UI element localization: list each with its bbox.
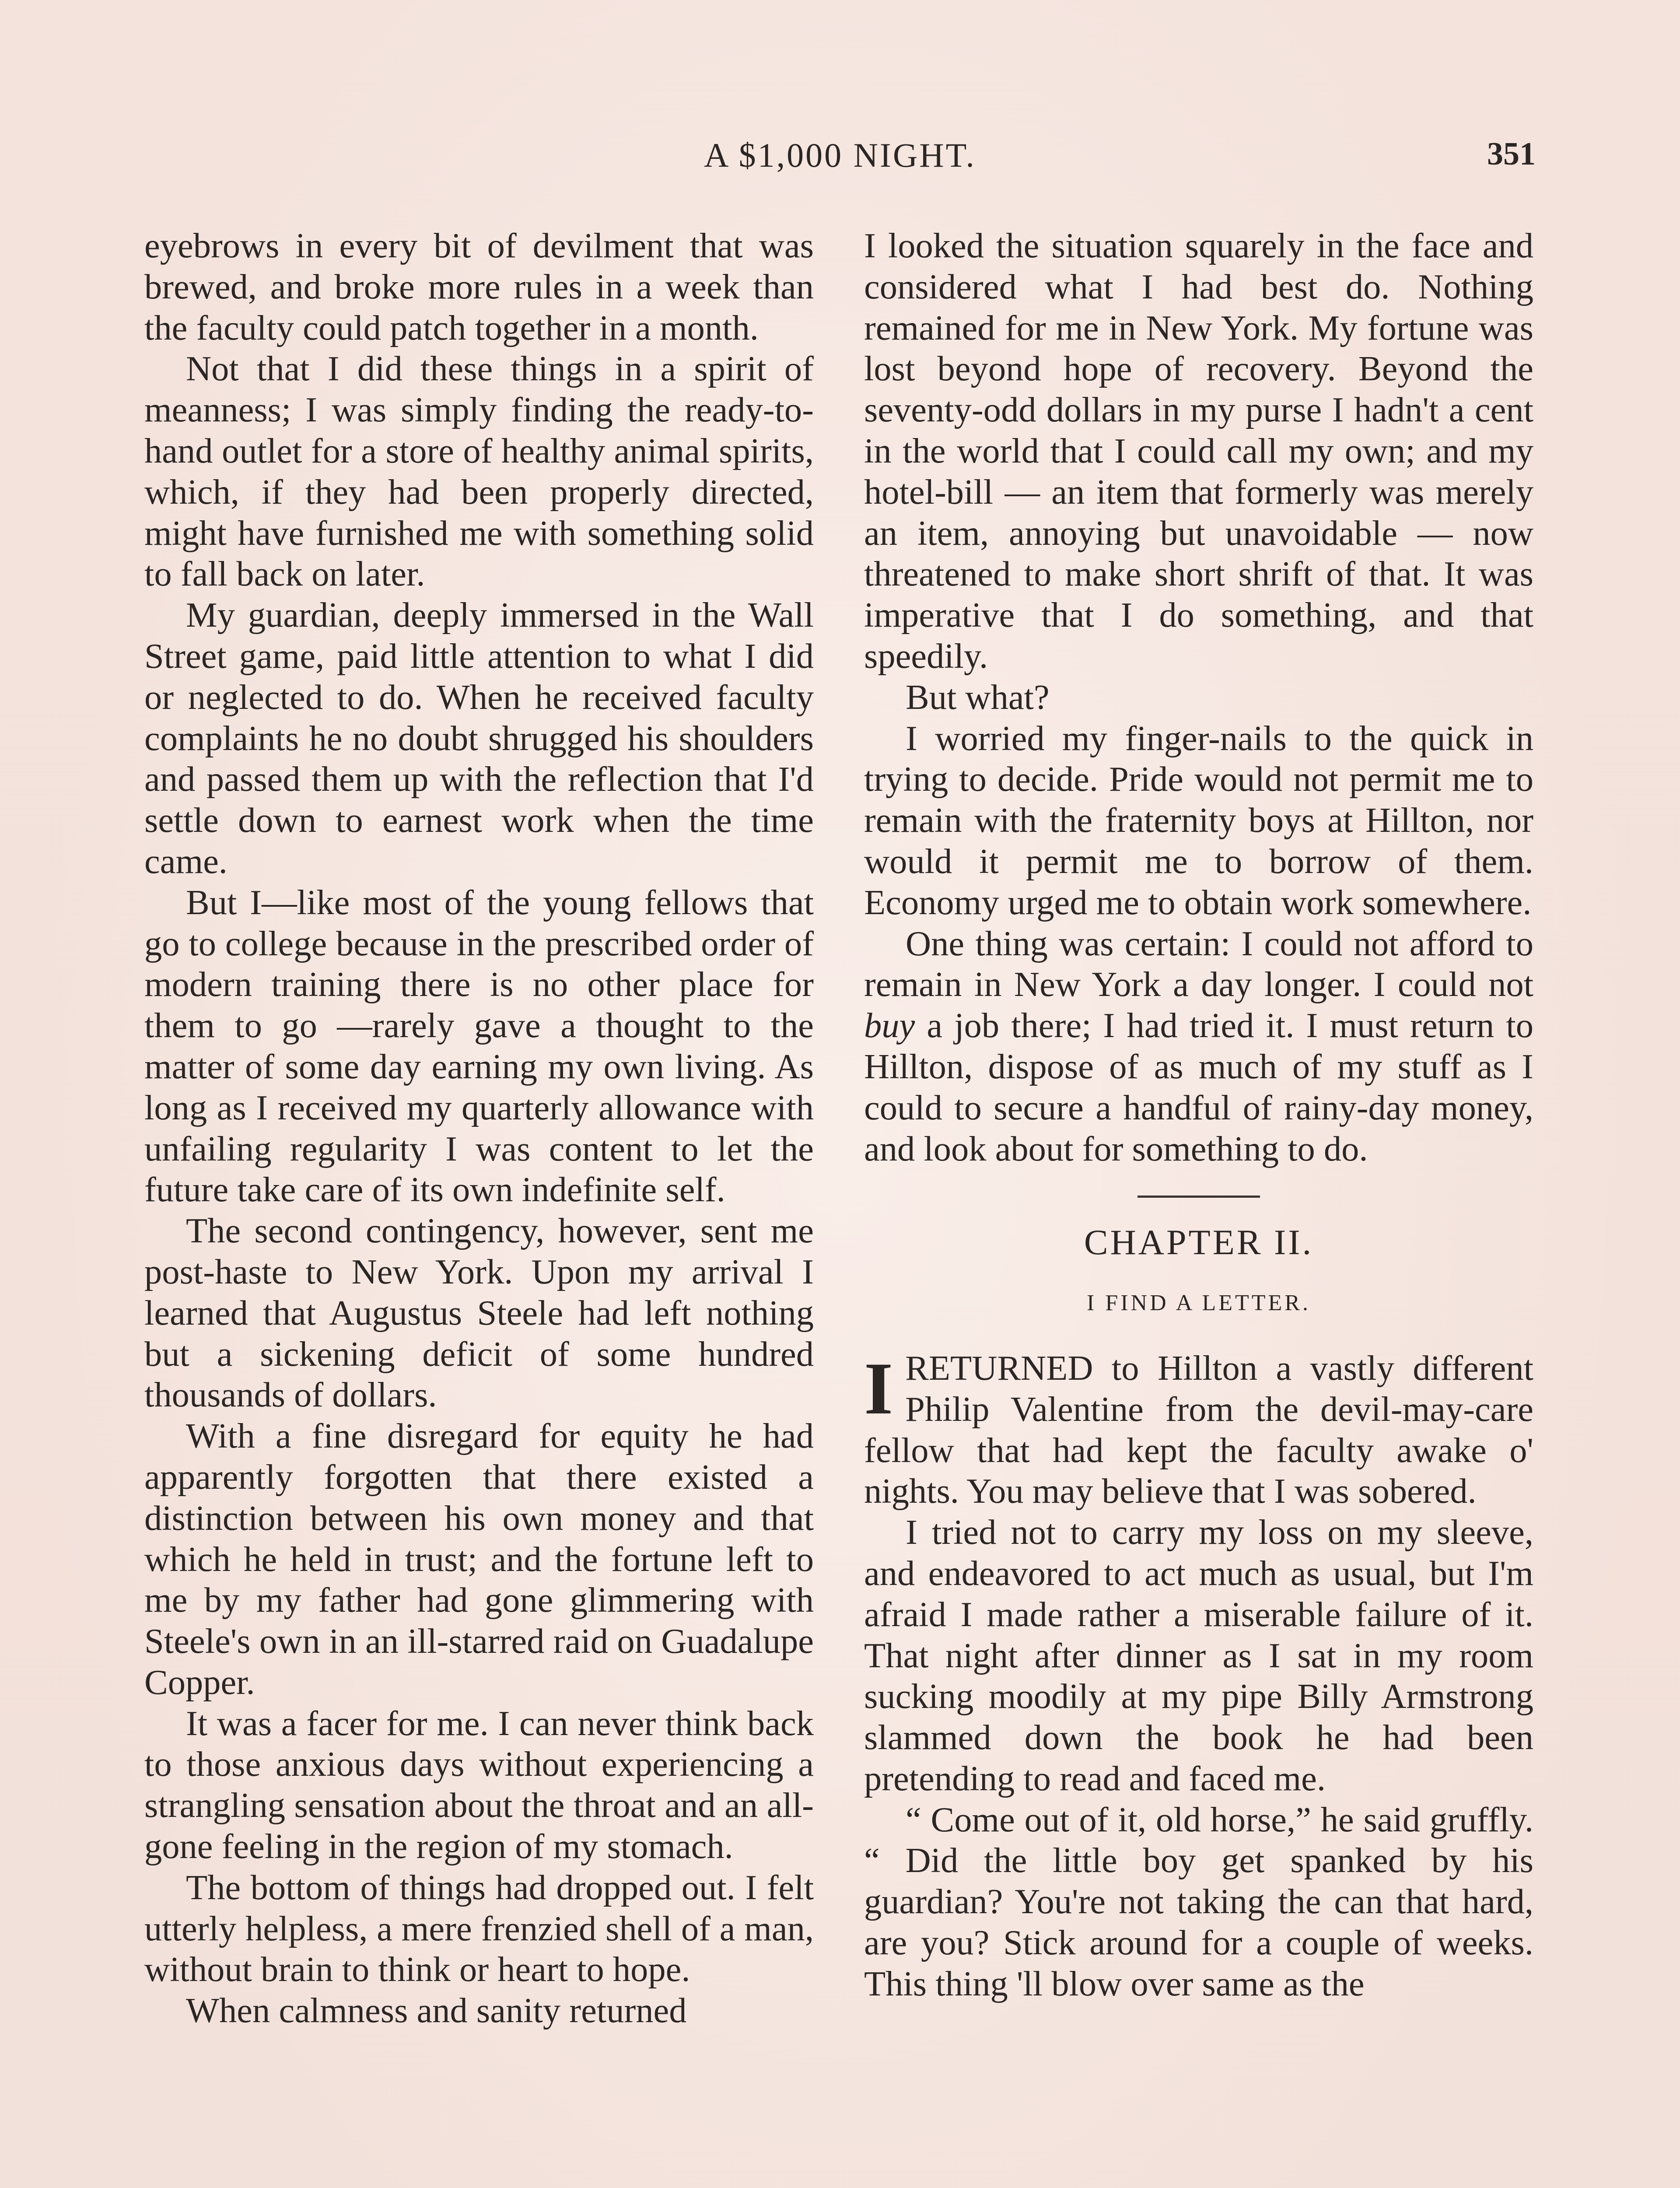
paragraph: With a fine disregard for equity he had apparently forgotten that there existed a distinction between his own money and that which he held in trust; and the fortune left to me by my father had gone glimmering with Steele's own in an ill-starred raid on Guadalupe Copper. [144, 1417, 814, 1702]
paragraph: But I—like most of the young fellows that go to college because in the prescribed order of modern training there is no other place for them to go —rarely gave a thought to the matter of some day earning my own living. As long as I received my quarterly allowance with unfailing regularity I was content to let the future take care of its own indefinite self. [144, 883, 814, 1210]
paragraph: “ Come out of it, old horse,” he said gruffly. “ Did the little boy get spanked by his guardian? You're not taking the can that hard, are you? Stick around for a couple of weeks. This thing 'll blow over same as the [864, 1800, 1533, 2003]
chapter-subtitle: I FIND A LETTER. [1087, 1290, 1311, 1316]
drop-cap: I [864, 1347, 893, 1430]
right-column [864, 225, 1533, 2005]
paragraph: I tried not to carry my loss on my sleeve, and endeavored to act much as usual, but I'm afraid I made rather a miserable failure of it. That night after dinner as I sat in my room sucking moodily at my pipe Billy Armstrong slammed down the book he had been pretending to read and faced me. [864, 1513, 1533, 1798]
paragraph-with-emphasis [864, 923, 1533, 1170]
text-run: One thing was certain: I could not afford to remain in New York a day longer. I could not [864, 924, 1533, 1004]
chapter-opening-paragraph [864, 1348, 1533, 1512]
paragraph: But what? [906, 677, 1050, 717]
emphasis: buy [864, 1006, 915, 1045]
running-title: A $1,000 NIGHT. [704, 136, 976, 174]
running-head [0, 136, 1680, 184]
paragraph: The bottom of things had dropped out. I felt utterly helpless, a mere frenzied shell of a man, without brain to think or heart to hope. [144, 1868, 814, 1989]
paragraph: When calmness and sanity returned [186, 1991, 687, 2030]
paragraph: I worried my finger-nails to the quick in trying to decide. Pride would not permit me to remain with the fraternity boys at Hillton, nor would it permit me to borrow of them. Economy urged me to obtain work somewhere. [864, 719, 1533, 922]
paragraph: The second contingency, however, sent me post-haste to New York. Upon my arrival I learned that Augustus Steele had left nothing but a sickening deficit of some hundred thousands of dollars. [144, 1211, 814, 1415]
paragraph: My guardian, deeply immersed in the Wall Street game, paid little attention to what I did or neglected to do. When he received faculty complaints he no doubt shrugged his shoulders and passed them up with the reflection that I'd settle down to earnest work when the time came. [144, 596, 814, 881]
section-divider [1138, 1196, 1260, 1198]
text-run: a job there; I had tried it. I must return to Hillton, dispose of as much of my stuff as I could to secure a handful of rainy-day money, and look about for something to do. [864, 1006, 1533, 1168]
paragraph: eyebrows in every bit of devilment that was brewed, and broke more rules in a week than the faculty could patch together in a month. [144, 226, 814, 347]
paragraph: Not that I did these things in a spirit of meanness; I was simply finding the ready-to-hand outlet for a store of healthy animal spirits, which, if they had been properly directed, might have furnished me with something solid to fall back on later. [144, 349, 814, 594]
paragraph: It was a facer for me. I can never think back to those anxious days without experiencing a strangling sensation about the throat and an all-gone feeling in the region of my stomach. [144, 1704, 814, 1866]
chapter-title: CHAPTER II. [1084, 1222, 1314, 1262]
text-run: RETURNED to Hillton a vastly different Philip Valentine from the devil-may-care fellow that had kept the faculty awake o' nights. You may believe that I was sobered. [864, 1348, 1533, 1511]
paragraph: I looked the situation squarely in the face and considered what I had best do. Nothing remained for me in New York. My fortune was lost beyond hope of recovery. Beyond the seventy-odd dollars in my purse I hadn't a cent in the world that I could call my own; and my hotel-bill — an item that formerly was merely an item, annoying but unavoidable — now threatened to make short shrift of that. It was imperative that I do something, and that speedily. [864, 226, 1533, 676]
page-number: 351 [1487, 136, 1536, 172]
left-column [144, 225, 814, 2031]
